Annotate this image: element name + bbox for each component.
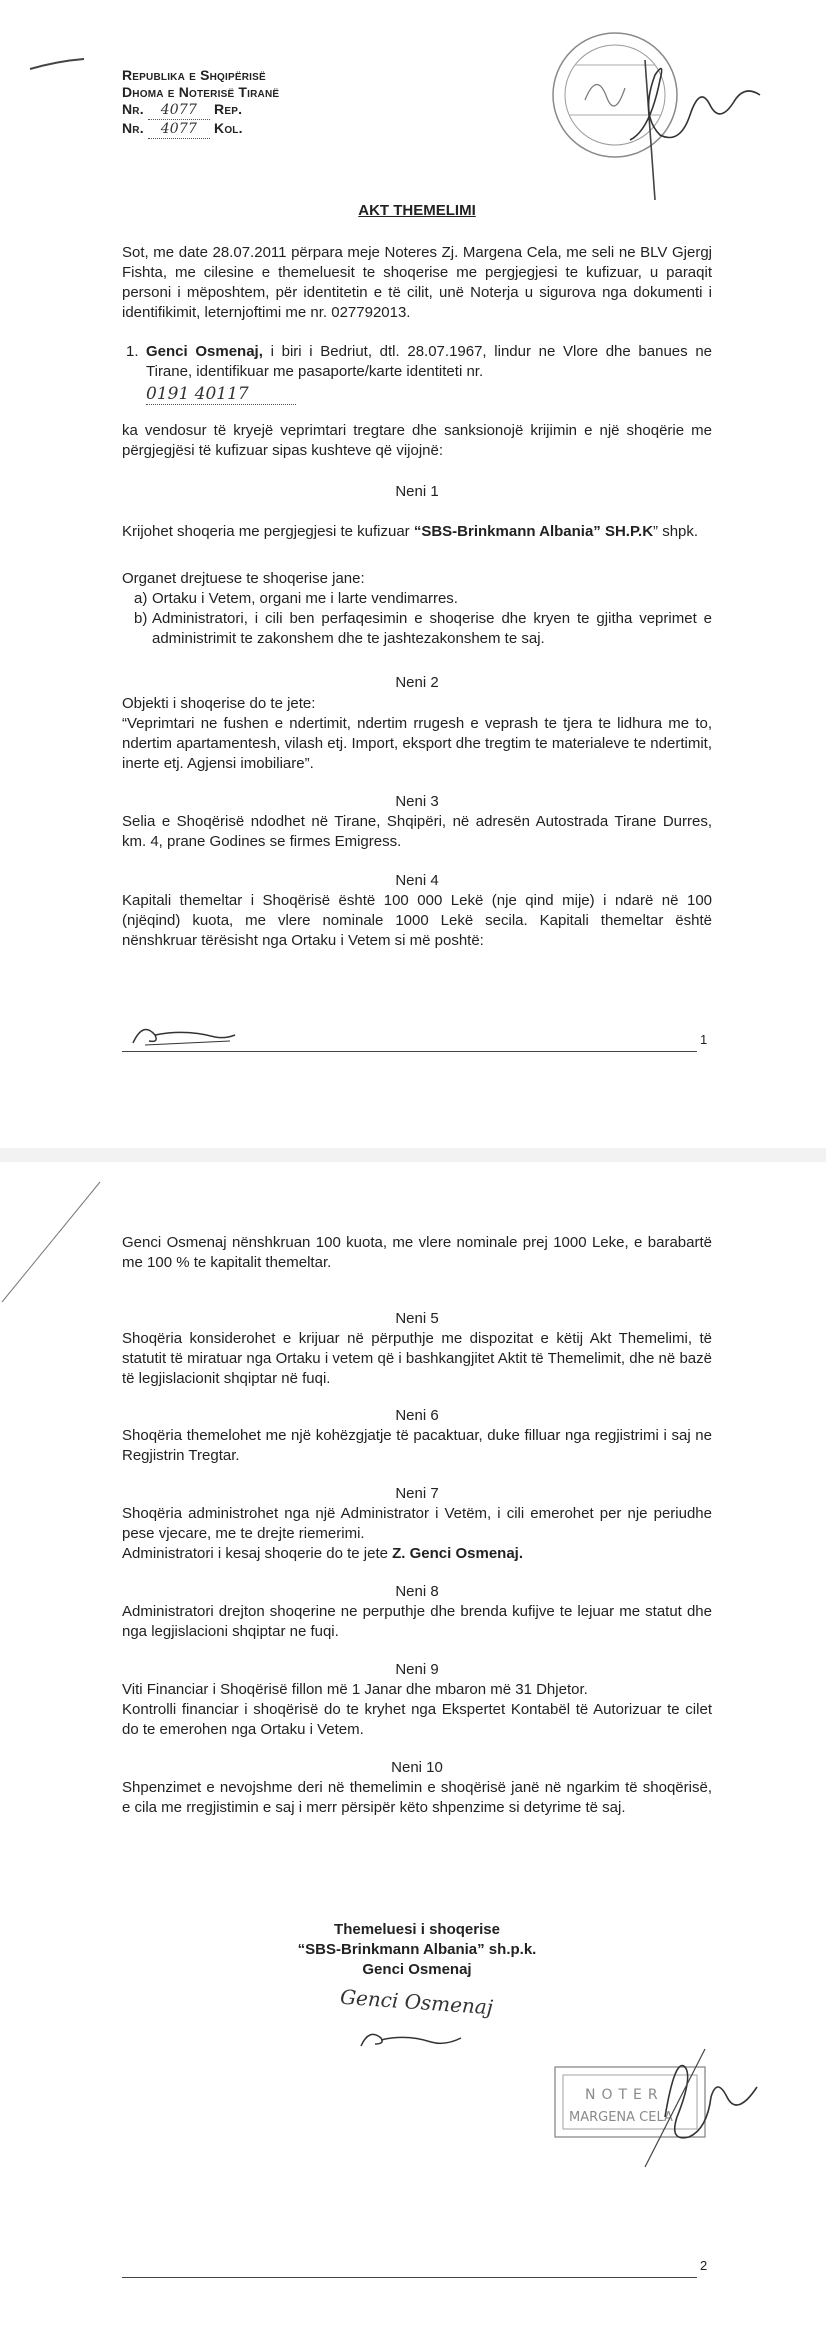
neni1-text: Krijohet shoqeria me pergjegjesi te kufizuar “SBS-Brinkmann Albania” SH.P.K” shpk. xyxy=(122,523,699,540)
organs-block: Organet drejtuese te shoqerise jane: a) Ortaku i Vetem, organi me i larte vendimarres. b) Administratori, i cili ben perfaqesimin e shoqerise dhe kryen te gjitha veprimet e administrimit te zakonshem dhe te jashtezakonshem te saj. xyxy=(122,570,712,647)
founder-signature xyxy=(355,2022,475,2062)
neni8-text: Administratori drejton shoqerine ne perputhje dhe brenda kufijve te lejuar me statut dhe nga legjislacioni shqiptar ne fuqi. xyxy=(122,1603,712,1640)
pen-mark xyxy=(28,55,88,75)
notary-stamp-bottom xyxy=(545,2047,785,2187)
svg-text:NOTER: NOTER xyxy=(585,2087,664,2103)
organ-item-a: a) Ortaku i Vetem, organi me i larte vendimarres. xyxy=(134,590,458,607)
decision-paragraph: ka vendosur të kryejë veprimtari tregtare dhe sanksionojë krijimin e një shoqërie me përgjegjësi të kufizuar sipas kushteve që vijojnë: xyxy=(122,422,712,459)
neni2-text: “Veprimtari ne fushen e ndertimit, ndertim rrugesh e veprash te tjera te lidhura me to, ndertim apartamentesh, vilash etj. Import, eksport dhe tregtim te materialeve te ndertimit, inerte etj. Agjensi imobiliare”. xyxy=(122,715,712,772)
header-kol-line: Nr. 4077 Kol. xyxy=(122,120,243,137)
neni6-title: Neni 6 xyxy=(395,1407,439,1424)
document-page-2 xyxy=(0,1162,826,2338)
neni7-text: Shoqëria administrohet nga një Administrator i Vetëm, i cili emerohet per nje periudhe pese vjecare, me te drejte riemerimi. xyxy=(122,1505,712,1542)
closing-founder-label: Themeluesi i shoqerise xyxy=(334,1921,500,1938)
founder-item: 1. Genci Osmenaj, i biri i Bedriut, dtl. 28.07.1967, lindur ne Vlore dhe banues ne Tirane, identifikuar me pasaporte/karte identiteti nr. 0191 40117 xyxy=(126,343,712,404)
rep-number-handwritten: 4077 xyxy=(148,102,210,120)
founder-details: i biri i Bedriut, dtl. 28.07.1967, lindur ne Vlore dhe banues ne Tirane, identifikuar me pasaporte/karte identiteti nr. xyxy=(146,343,712,380)
header-rep-line: Nr. 4077 Rep. xyxy=(122,101,243,118)
footer-line xyxy=(122,2277,697,2278)
neni7-admin: Administratori i kesaj shoqerie do te jete Z. Genci Osmenaj. xyxy=(122,1545,524,1562)
header-block xyxy=(122,67,279,139)
neni3-title: Neni 3 xyxy=(395,793,439,810)
intro-paragraph: Sot, me date 28.07.2011 përpara meje Noteres Zj. Margena Cela, me seli ne BLV Gjergj Fishta, me cilesine e themeluesit te shoqerise me pergjegjesi te kufizuar, u paraqit personi i mëposhtem, për identitetin e të cilit, unë Noterja u sigurova nga dokumenti i identifikimit, leternjoftimi me nr. 027792013. xyxy=(122,244,712,321)
founder-list xyxy=(122,342,712,405)
initials-signature xyxy=(125,1015,245,1055)
neni10-title: Neni 10 xyxy=(391,1759,443,1776)
founder-id-handwritten: 0191 40117 xyxy=(146,384,296,405)
closing-company: “SBS-Brinkmann Albania” sh.p.k. xyxy=(297,1941,537,1958)
neni4-title: Neni 4 xyxy=(395,872,439,889)
neni4-text: Kapitali themeltar i Shoqërisë është 100 000 Lekë (nje qind mije) i ndarë në 100 (njëqind) kuota, me vlere nominale 1000 Lekë secila. Kapitali themeltar është nënshkruar tërësisht nga Ortaku i Vetem si më poshtë: xyxy=(122,892,712,949)
neni8-title: Neni 8 xyxy=(395,1583,439,1600)
footer-line xyxy=(122,1051,697,1052)
page2-intro: Genci Osmenaj nënshkruan 100 kuota, me vlere nominale prej 1000 Leke, e barabartë me 100 % te kapitalit themeltar. xyxy=(122,1234,712,1271)
document-title: AKT THEMELIMI xyxy=(358,202,476,219)
page-number: 2 xyxy=(700,2258,708,2273)
document-page-1 xyxy=(0,0,826,1148)
svg-text:MARGENA CELA: MARGENA CELA xyxy=(569,2110,673,2125)
neni9-text2: Kontrolli financiar i shoqërisë do te kryhet nga Ekspertet Kontabël të Autorizuar te cilet do te emerohen nga Ortaku i Vetem. xyxy=(122,1701,712,1738)
organ-item-b: b) Administratori, i cili ben perfaqesimin e shoqerise dhe kryen te gjitha veprimet e administrimit te zakonshem dhe te jashtezakonshem te saj. xyxy=(134,610,712,647)
neni5-title: Neni 5 xyxy=(395,1310,439,1327)
scan-edge-mark xyxy=(0,1162,120,1312)
neni10-text: Shpenzimet e nevojshme deri në themelimin e shoqërisë janë në ngarkim të shoqërisë, e cila me rregjistimin e saj i merr përsipër këto shpenzime si detyrime të saj. xyxy=(122,1779,712,1816)
closing-block xyxy=(272,1920,562,1980)
neni3-text: Selia e Shoqërisë ndodhet në Tirane, Shqipëri, në adresën Autostrada Tirane Durres, km. 4, prane Godines se firmes Emigress. xyxy=(122,813,712,850)
neni5-text: Shoqëria konsiderohet e krijuar në përputhje me dispozitat e këtij Akt Themelimi, të statutit të miratuar nga Ortaku i vetem që i bashkangjitet Aktit të Themelimit, dhe në bazë të legjislacionit shqiptar në fuqi. xyxy=(122,1330,712,1387)
closing-founder-name: Genci Osmenaj xyxy=(362,1961,472,1978)
neni2-intro: Objekti i shoqerise do te jete: xyxy=(122,695,316,712)
neni6-text: Shoqëria themelohet me një kohëzgjatje të pacaktuar, duke filluar nga regjistrimi i saj ne Regjistrin Tregtar. xyxy=(122,1427,712,1464)
company-name: “SBS-Brinkmann Albania” SH.P.K xyxy=(413,523,654,540)
handwritten-name: Genci Osmenaj xyxy=(339,1984,494,2020)
founder-name: Genci Osmenaj, xyxy=(146,343,263,360)
neni9-text1: Viti Financiar i Shoqërisë fillon më 1 Janar dhe mbaron më 31 Dhjetor. xyxy=(122,1681,588,1698)
header-republic: Republika e Shqipërisë xyxy=(122,67,266,83)
page-number: 1 xyxy=(700,1032,708,1047)
neni1-title: Neni 1 xyxy=(395,483,439,500)
neni7-title: Neni 7 xyxy=(395,1485,439,1502)
kol-number-handwritten: 4077 xyxy=(148,121,210,139)
notary-stamp-signature xyxy=(535,20,785,210)
header-chamber: Dhoma e Noterisë Tiranë xyxy=(122,84,280,100)
neni2-title: Neni 2 xyxy=(395,674,439,691)
neni9-title: Neni 9 xyxy=(395,1661,439,1678)
admin-name: Z. Genci Osmenaj. xyxy=(392,1545,524,1562)
